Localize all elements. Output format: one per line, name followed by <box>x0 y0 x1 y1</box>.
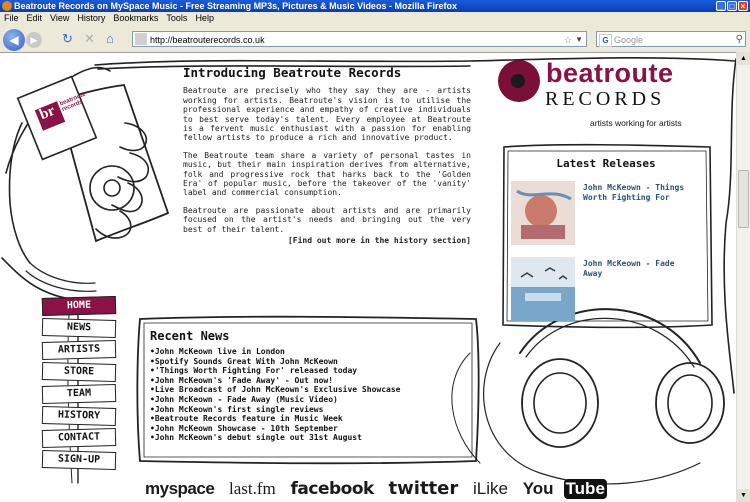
nav-home[interactable]: HOME <box>42 296 116 316</box>
recent-news-panel <box>136 316 476 466</box>
back-button[interactable]: ◀ <box>3 29 25 51</box>
home-icon[interactable]: ⌂ <box>106 31 114 46</box>
news-item[interactable]: • 'Things Worth Fighting For' released today <box>150 366 400 376</box>
scrollbar-thumb[interactable] <box>738 170 749 228</box>
nav-store[interactable]: STORE <box>42 362 116 382</box>
navigation-toolbar <box>0 25 750 53</box>
url-text: http://beatrouterecords.co.uk <box>150 35 265 45</box>
device-logo-letters: br <box>37 102 58 124</box>
firefox-icon <box>2 1 12 11</box>
intro-title: Introducing Beatroute Records <box>183 65 402 80</box>
news-item[interactable]: • Live Broadcast of John McKeown's Exclusive Showcase <box>150 385 400 395</box>
youtube-link[interactable] <box>523 479 617 499</box>
nav-news[interactable]: NEWS <box>42 318 116 338</box>
window-title: Beatroute Records on MySpace Music - Free Streaming MP3s, Pictures & Music Videos - Mozilla Firefox <box>14 1 457 11</box>
logo-records: RECORDS <box>545 88 666 110</box>
address-bar[interactable] <box>132 31 587 47</box>
youtube-you: You <box>522 479 554 498</box>
menu-bookmarks[interactable]: Bookmarks <box>113 13 159 23</box>
release-item[interactable] <box>511 181 701 247</box>
nav-team[interactable]: TEAM <box>42 384 116 404</box>
album-cover-image[interactable] <box>511 257 575 321</box>
google-icon[interactable]: G <box>599 34 612 47</box>
myspace-link[interactable]: myspace <box>145 479 215 498</box>
news-item[interactable]: • John McKeown's debut single out 31st August <box>150 433 400 443</box>
news-item[interactable]: • John McKeown's first single reviews <box>150 405 400 415</box>
logo-tagline: artists working for artists <box>590 118 682 128</box>
release-title[interactable]: John McKeown - Fade Away <box>583 259 675 278</box>
facebook-link[interactable]: facebook <box>290 479 374 499</box>
site-navigation <box>42 297 118 473</box>
intro-section <box>183 65 471 254</box>
nav-history[interactable]: HISTORY <box>42 406 116 426</box>
latest-releases-panel <box>502 145 710 327</box>
record-logo-icon <box>498 60 540 102</box>
bookmark-star-icon[interactable]: ☆ <box>563 35 572 45</box>
window-controls <box>716 1 748 11</box>
twitter-link[interactable]: twitter <box>388 478 459 499</box>
logo-brand: beatroute <box>546 58 674 88</box>
window-titlebar <box>0 0 750 12</box>
news-item[interactable]: • John McKeown - Fade Away (Music Video) <box>150 395 400 405</box>
nav-contact[interactable]: CONTACT <box>42 428 116 448</box>
scroll-up-icon[interactable]: ▲ <box>737 52 750 65</box>
search-placeholder: Google <box>614 35 644 45</box>
minimize-icon[interactable]: _ <box>716 1 726 11</box>
youtube-tube: Tube <box>565 479 605 498</box>
intro-paragraph-1: Beatroute are precisely who they say they are - artists working for artists. Beatroute's vision is to utilise the professional experience and empathy of creative individuals to best serve today's talent. Every employee at Beatroute is a fervent music enthusiast with a passion for enabling fellow artists to produce a rich and innovative product. <box>183 86 471 143</box>
news-item[interactable]: • John McKeown Showcase - 10th September <box>150 424 400 434</box>
release-item[interactable] <box>511 257 701 323</box>
news-item[interactable]: • John McKeown live in London <box>150 347 400 357</box>
device-label: beatroute records <box>58 91 87 113</box>
release-title[interactable]: John McKeown - Things Worth Fighting For <box>583 183 685 202</box>
menu-help[interactable]: Help <box>195 13 214 23</box>
close-icon[interactable]: × <box>738 1 748 11</box>
album-cover-image[interactable] <box>511 181 575 245</box>
stop-icon[interactable]: ✕ <box>84 31 95 46</box>
news-item[interactable]: • Spotify Sounds Great With John McKeown <box>150 357 400 367</box>
news-title: Recent News <box>150 329 230 343</box>
ilike-link[interactable]: iLike <box>472 479 508 498</box>
menu-view[interactable]: View <box>50 13 70 23</box>
releases-title: Latest Releases <box>556 157 656 170</box>
vertical-scrollbar[interactable] <box>736 52 750 502</box>
news-item[interactable]: • John McKeown's 'Fade Away' - Out now! <box>150 376 400 386</box>
lastfm-link[interactable]: last.fm <box>229 479 276 498</box>
social-links <box>145 478 627 502</box>
menu-history[interactable]: History <box>77 13 106 23</box>
page-content <box>0 53 737 502</box>
news-item[interactable]: • Beatroute Records feature in Music Week <box>150 414 400 424</box>
reload-icon[interactable]: ↻ <box>62 31 73 46</box>
search-box[interactable] <box>596 31 746 47</box>
maximize-icon[interactable]: □ <box>727 1 737 11</box>
intro-paragraph-3: Beatroute are passionate about artists and are primarily focused on the artist's needs and bringing out the very best of their talent. <box>183 205 471 234</box>
forward-button[interactable]: ▶ <box>26 32 42 48</box>
menu-file[interactable]: File <box>4 13 19 23</box>
nav-artists[interactable]: ARTISTS <box>42 340 116 360</box>
menu-edit[interactable]: Edit <box>26 13 43 23</box>
nav-sign-up[interactable]: SIGN-UP <box>42 450 116 470</box>
chevron-down-icon[interactable]: ▼ <box>575 35 583 44</box>
site-favicon <box>135 33 147 45</box>
menu-bar <box>0 12 750 25</box>
history-link[interactable]: [Find out more in the history section] <box>287 236 471 246</box>
scroll-down-icon[interactable]: ▼ <box>737 489 750 502</box>
news-list <box>150 347 400 443</box>
intro-paragraph-2: The Beatroute team share a variety of personal tastes in music, but their main inspiration derives from alternative, folk and progressive rock that harks back to the 'Golden Era' of popular music, before the takeover of the 'vanity' label and commercial consumption. <box>183 150 471 198</box>
search-icon[interactable]: ⚲ <box>735 34 743 45</box>
menu-tools[interactable]: Tools <box>166 13 188 23</box>
